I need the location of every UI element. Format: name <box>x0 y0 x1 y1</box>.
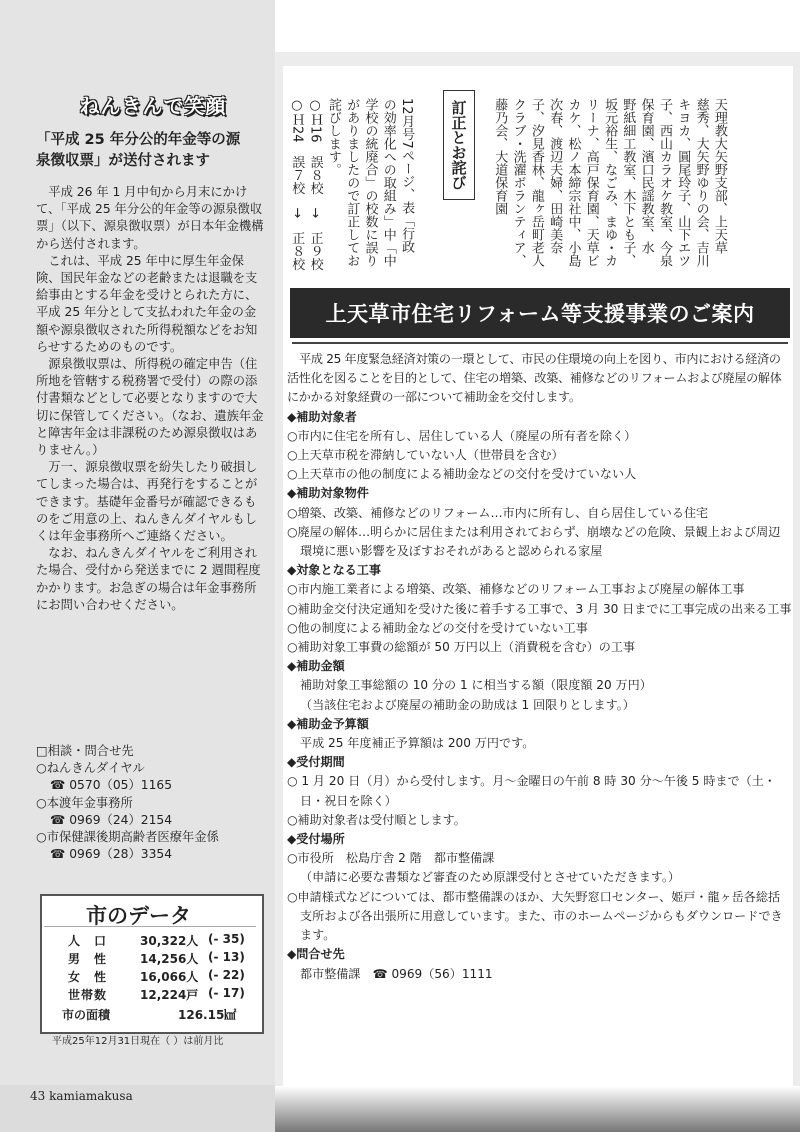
data-row-population <box>42 932 258 948</box>
section-heading: ◆補助対象者 <box>287 409 357 424</box>
data-change: (- 35) <box>208 932 245 946</box>
intro-paragraph: 平成 25 年度緊急経済対策の一環として、市民の住環境の向上を図り、市内における経済の活性化を図ることを目的として、住宅の増築、改築、補修などのリフォームおよび廃屋の解体にかかる対象経費の一部について補助金を交付します。 <box>287 352 782 405</box>
donor-line: 野紙細工教室、木下とも子、 <box>620 98 636 267</box>
bottom-gradient <box>275 1086 800 1132</box>
nenkin-logo: ねんきんで笑顔 <box>79 94 227 118</box>
donor-line: 次春、渡辺夫婦、田崎美奈 <box>547 98 563 254</box>
section-item: ○補助対象工事費の総額が 50 万円以上（消費税を含む）の工事 <box>287 640 636 655</box>
section-item: （申請に必要な書類など審査のため原課受付とさせていただきます。） <box>300 870 680 885</box>
article-paragraph: これは、平成 25 年中に厚生年金保険、国民年金などの老齢または退職を支給事由とする年金を受けとられた方に、平成 25 年分として支払われた年金の金額や源泉徴収された所得税額などをお知らせするためのものです。 <box>36 253 258 354</box>
section-heading: ◆受付場所 <box>287 832 345 847</box>
article-paragraph: 平成 26 年 1 月中旬から月末にかけて、「平成 25 年分公的年金等の源泉徴収票」（以下、源泉徴収票）が日本年金機構から送付されます。 <box>36 185 264 251</box>
section-item: ○廃屋の解体…明らかに居住または利用されておらず、崩壊などの危険、景観上および周辺環境に悪い影響を及ぼすおそれがあると認められる家屋 <box>287 524 781 559</box>
data-note: 平成25年12月31日現在（ ）は前月比 <box>52 1036 224 1047</box>
donor-line: キヨカ、圓尾玲子、山下エツ <box>675 98 691 267</box>
contact-phone: ☎ 0969（24）2154 <box>50 812 173 827</box>
section-item: 補助対象工事総額の 10 分の 1 に相当する額（限度額 20 万円） <box>300 678 652 693</box>
correction-text <box>287 98 415 286</box>
correction-line: 詫びします。 <box>325 98 341 176</box>
donor-line: 保育園、濱口民謡教室、水 <box>638 98 654 254</box>
contact-item: ○市保健課後期高齢者医療年金係 <box>36 830 219 845</box>
correction-line: ○Ｈ24 誤７校 → 正８校 <box>289 98 305 271</box>
article-paragraph: なお、ねんきんダイヤルをご利用された場合、受付から発送までに 2 週間程度かかります。お急ぎの場合は年金事務所にお問い合わせください。 <box>36 546 261 612</box>
top-band <box>275 0 800 52</box>
donor-line: カケ、松ノ本締宗社中、小島 <box>565 98 581 267</box>
data-value: 16,066人 <box>140 970 199 984</box>
section-item: ○上天草市税を滞納していない人（世帯員を含む） <box>287 448 564 463</box>
section-item: ○補助金交付決定通知を受けた後に着手する工事で、3 月 30 日までに工事完成の出来る工事 <box>287 601 792 616</box>
section-item: 平成 25 年度補正予算額は 200 万円です。 <box>300 736 535 751</box>
data-row-male <box>42 950 258 966</box>
section-heading: ◆問合せ先 <box>287 947 345 962</box>
reform-body <box>287 350 792 984</box>
data-label: 人 口 <box>68 934 108 948</box>
city-data-title: 市のデータ <box>86 904 191 928</box>
donor-line: 慈秀、大矢野ゆりの会、吉川 <box>693 98 709 267</box>
correction-line: がありましたので訂正してお <box>344 98 360 267</box>
donor-list <box>490 98 728 286</box>
article-body <box>36 184 264 614</box>
article-title <box>36 130 266 172</box>
contact-item: ○本渡年金事務所 <box>36 795 133 810</box>
correction-line: 学校の統廃合」の校数に誤り <box>362 98 378 267</box>
correction-line: 12月号7ページ、表「行政 <box>399 98 415 253</box>
donor-line: 子、西山カラオケ教室、今泉 <box>656 98 672 267</box>
contact-item: ○ねんきんダイヤル <box>36 761 145 776</box>
data-value: 126.15㎢ <box>178 1008 237 1022</box>
correction-title: 訂正とお詫び <box>443 90 475 200</box>
data-row-female <box>42 968 258 984</box>
reform-banner: 上天草市住宅リフォーム等支援事業のご案内 <box>290 288 790 338</box>
section-item: 都市整備課 ☎ 0969（56）1111 <box>300 966 493 981</box>
section-item: ○補助対象者は受付順とします。 <box>287 812 466 827</box>
article-paragraph: 万一、源泉徴収票を紛失したり破損してしまった場合は、再発行をすることができます。基礎年金番号が確認できるものをご用意の上、ねんきんダイヤルもしくは年金事務所へご連絡ください。 <box>36 460 258 544</box>
section-item: ○上天草市の他の制度による補助金などの交付を受けていない人 <box>287 467 637 482</box>
data-label: 女 性 <box>68 970 108 984</box>
data-value: 12,224戸 <box>140 988 199 1002</box>
section-item: ○市内に住宅を所有し、居住している人（廃屋の所有者を除く） <box>287 428 637 443</box>
article-title-line: 「平成 25 年分公的年金等の源 <box>36 132 241 148</box>
data-change: (- 13) <box>208 950 245 964</box>
data-change: (- 17) <box>208 986 245 1000</box>
article-title-line: 泉徴収票」が送付されます <box>36 153 210 169</box>
city-data-box <box>40 894 264 1034</box>
data-label: 世帯数 <box>68 988 108 1002</box>
donor-line: 藤乃会、大道保育園 <box>492 98 508 215</box>
data-value: 14,256人 <box>140 952 199 966</box>
city-data-header <box>44 898 256 927</box>
contact-phone: ☎ 0969（28）3354 <box>50 847 173 862</box>
donor-line: 坂元裕生、なごみ、まゆ・カ <box>602 98 618 267</box>
contact-section <box>36 743 266 863</box>
section-item: ○市内施工業者による増築、改築、補修などのリフォーム工事および廃屋の解体工事 <box>287 582 745 597</box>
data-value: 30,322人 <box>140 934 199 948</box>
correction-line: の効率化への取組み」中「中 <box>380 98 396 267</box>
data-label: 男 性 <box>68 952 108 966</box>
banner-underline <box>292 342 788 344</box>
data-change: (- 22) <box>208 968 245 982</box>
section-heading: ◆補助金予算額 <box>287 716 369 731</box>
section-item: ○増築、改築、補修などのリフォーム…市内に所有し、自ら居住している住宅 <box>287 505 709 520</box>
article-paragraph: 源泉徴収票は、所得税の確定申告（住所地を管轄する税務署で受付）の際の添付書類などとして必要となりますので大切に保管してください。（なお、遺族年金と障害年金は非課税のため源泉徴収はありません。） <box>36 357 264 458</box>
section-heading: ◆補助金額 <box>287 659 345 674</box>
donor-line: 子、汐見香林、龍ヶ岳町老人 <box>528 98 544 267</box>
section-heading: ◆補助対象物件 <box>287 486 369 501</box>
donor-line: クラブ・洗濯ボランティア、 <box>510 98 526 267</box>
section-heading: ◆対象となる工事 <box>287 563 381 578</box>
correction-line: ○Ｈ16 誤８校 → 正９校 <box>307 98 323 271</box>
section-item: ○申請様式などについては、都市整備課のほか、大矢野窓口センター、姫戸・龍ヶ岳各総括支所および各出張所に用意しています。また、市のホームページからもダウンロードできます。 <box>287 889 783 943</box>
donor-line: 天理教大矢野支部、上天草 <box>711 98 727 254</box>
section-item: ○市役所 松島庁舎 2 階 都市整備課 <box>287 851 495 866</box>
section-item: （当該住宅および廃屋の補助金の助成は 1 回限りとします。） <box>300 697 635 712</box>
data-row-area <box>42 1006 258 1022</box>
contact-heading: □相談・問合せ先 <box>36 744 134 758</box>
contact-phone: ☎ 0570（05）1165 <box>50 778 173 793</box>
section-item: ○他の制度による補助金などの交付を受けていない工事 <box>287 620 588 635</box>
page-number: 43 kamiamakusa <box>30 1089 133 1103</box>
data-label: 市の面積 <box>62 1008 111 1022</box>
section-item: ○ 1 月 20 日（月）から受付します。月～金曜日の午前 8 時 30 分～午後 5 時まで（土・日・祝日を除く） <box>287 774 776 808</box>
section-heading: ◆受付期間 <box>287 755 345 770</box>
donor-line: リーナ、高戸保育園、天草ビ <box>583 98 599 267</box>
data-row-households <box>42 986 258 1002</box>
